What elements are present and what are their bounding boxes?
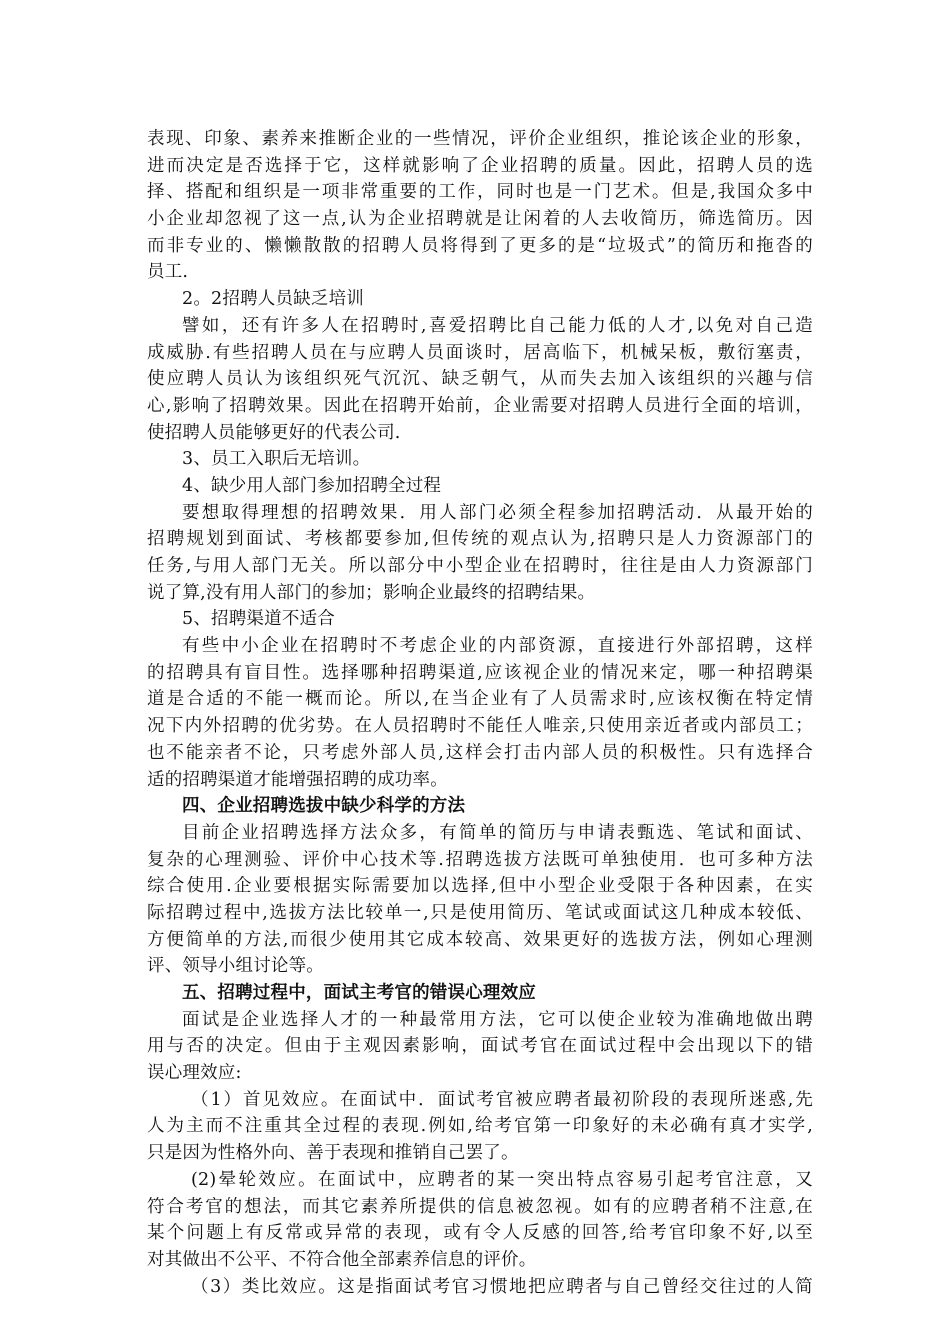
text-line: 某个问题上有反常或异常的表现，或有令人反感的回答,给考官印象不好,以至	[147, 1223, 813, 1244]
text-line: 适的招聘渠道才能增强招聘的成功率。	[147, 769, 448, 790]
text-line: 道是合适的不能一概而论。所以,在当企业有了人员需求时,应该权衡在特定情	[147, 689, 813, 710]
text-line: 误心理效应:	[147, 1063, 242, 1084]
section-heading: 五、招聘过程中，面试主考官的错误心理效应	[182, 983, 536, 1003]
text-line: 综合使用.企业要根据实际需要加以选择,但中小型企业受限于各种因素，在实	[147, 876, 813, 897]
text-line: 譬如，还有许多人在招聘时,喜爱招聘比自己能力低的人才,以免对自己造	[182, 315, 813, 336]
text-line: 评、领导小组讨论等。	[147, 956, 324, 977]
text-line: 要想取得理想的招聘效果．用人部门必须全程参加招聘活动．从最开始的	[182, 502, 813, 523]
text-line: (2)晕轮效应。在面试中，应聘者的某一突出特点容易引起考官注意，又	[191, 1169, 813, 1190]
text-line: 择、搭配和组织是一项非常重要的工作，同时也是一门艺术。但是,我国众多中	[147, 182, 813, 203]
text-line: 招聘规划到面试、考核都要参加,但传统的观点认为,招聘只是人力资源部门的	[147, 529, 813, 550]
text-line: 目前企业招聘选择方法众多，有简单的简历与申请表甄选、笔试和面试、	[182, 822, 813, 843]
text-line: 3、员工入职后无培训。	[182, 449, 371, 470]
text-line: 况下内外招聘的优劣势。在人员招聘时不能任人唯亲,只使用亲近者或内部员工；	[147, 716, 813, 737]
text-line: 使招聘人员能够更好的代表公司.	[147, 422, 401, 443]
text-line: 用与否的决定。但由于主观因素影响，面试考官在面试过程中会出现以下的错	[147, 1036, 813, 1057]
text-line: 任务,与用人部门无关。所以部分中小型企业在招聘时，往往是由人力资源部门	[147, 556, 813, 576]
text-line: 有些中小企业在招聘时不考虑企业的内部资源，直接进行外部招聘，这样	[182, 636, 813, 657]
text-line: 人为主而不注重其全过程的表现.例如,给考官第一印象好的未必确有真才实学,	[147, 1116, 813, 1137]
text-line: 进而决定是否选择于它，这样就影响了企业招聘的质量。因此，招聘人员的选	[147, 155, 813, 176]
text-line: 而非专业的、懒懒散散的招聘人员将得到了更多的是“垃圾式”的简历和拖沓的	[147, 235, 813, 256]
text-line: 使应聘人员认为该组织死气沉沉、缺乏朝气，从而失去加入该组织的兴趣与信	[147, 369, 813, 390]
text-line: 员工.	[147, 262, 189, 283]
text-line: 际招聘过程中,选拔方法比较单一,只是使用简历、笔试或面试这几种成本较低、	[147, 902, 813, 923]
text-line: 的招聘具有盲目性。选择哪种招聘渠道,应该视企业的情况来定，哪一种招聘渠	[147, 662, 813, 683]
text-line: 2。2招聘人员缺乏培训	[182, 289, 364, 310]
text-line: 面试是企业选择人才的一种最常用方法，它可以使企业较为准确地做出聘	[182, 1009, 813, 1030]
text-line: （1）首见效应。在面试中．面试考官被应聘者最初阶段的表现所迷惑,先	[191, 1089, 813, 1110]
text-line: 4、缺少用人部门参加招聘全过程	[182, 475, 442, 496]
text-line: 5、招聘渠道不适合	[182, 609, 335, 630]
text-line: 心,影响了招聘效果。因此在招聘开始前，企业需要对招聘人员进行全面的培训，	[147, 395, 813, 416]
section-heading: 四、企业招聘选拔中缺少科学的方法	[182, 796, 466, 817]
document-page	[147, 126, 813, 1300]
text-line: 只是因为性格外向、善于表现和推销自己罢了。	[147, 1143, 519, 1164]
text-line: 也不能亲者不论，只考虑外部人员,这样会打击内部人员的积极性。只有选择合	[147, 742, 813, 763]
text-line: 成威胁.有些招聘人员在与应聘人员面谈时，居高临下，机械呆板，敷衍塞责，	[147, 342, 813, 363]
text-line: 符合考官的想法，而其它素养所提供的信息被忽视。如有的应聘者稍不注意,在	[147, 1196, 813, 1217]
text-line: 小企业却忽视了这一点,认为企业招聘就是让闲着的人去收简历，筛选简历。因	[147, 209, 813, 230]
text-line: 对其做出不公平、不符合他全部素养信息的评价。	[147, 1249, 537, 1270]
text-line: （3）类比效应。这是指面试考官习惯地把应聘者与自己曾经交往过的人简	[191, 1276, 813, 1297]
text-line: 复杂的心理测验、评价中心技术等.招聘选拔方法既可单独使用．也可多种方法	[147, 849, 813, 870]
text-line: 表现、印象、素养来推断企业的一些情况，评价企业组织，推论该企业的形象，	[147, 129, 813, 149]
text-line: 说了算,没有用人部门的参加；影响企业最终的招聘结果。	[147, 582, 596, 603]
text-line: 方便简单的方法,而很少使用其它成本较高、效果更好的选拔方法，例如心理测	[147, 929, 813, 950]
